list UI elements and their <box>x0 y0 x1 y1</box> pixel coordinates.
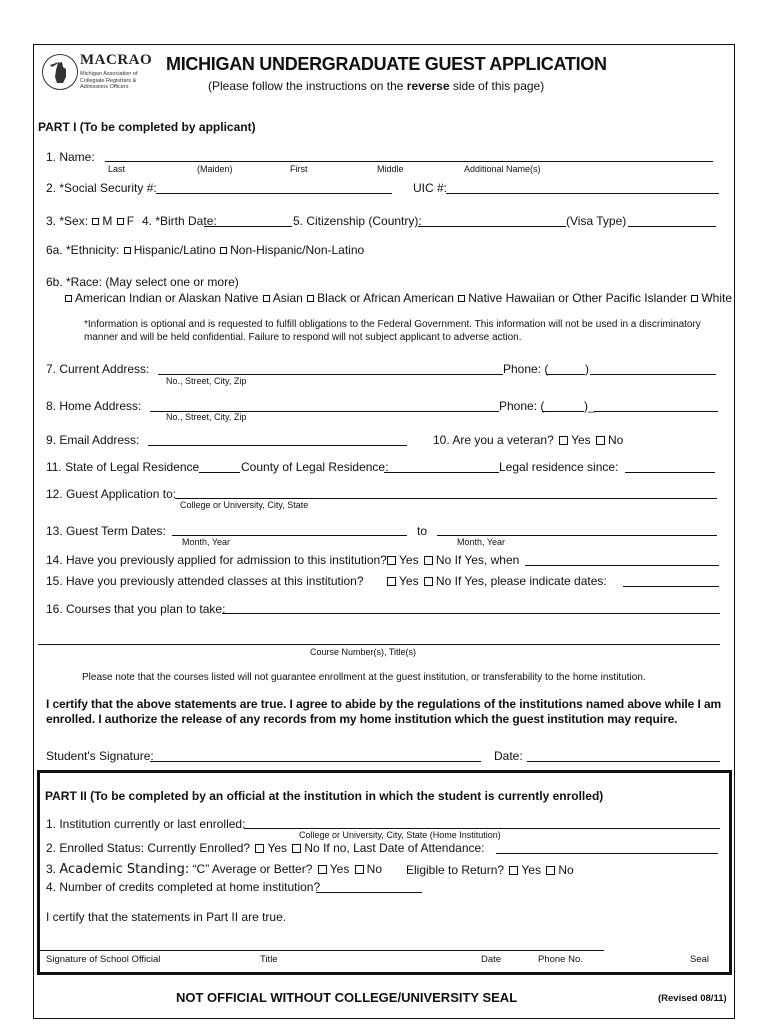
uic-label: UIC #: <box>413 181 448 195</box>
guest-application-sub: College or University, City, State <box>180 500 309 510</box>
institution-field[interactable] <box>244 828 720 829</box>
county-residence-label: County of Legal Residence: <box>241 460 389 474</box>
attended-no-checkbox[interactable] <box>424 577 433 586</box>
visa-label: (Visa Type) <box>566 214 627 228</box>
citizenship-field[interactable] <box>418 226 566 227</box>
current-address-field[interactable] <box>158 374 503 375</box>
home-phone-label: Phone: ( <box>499 399 545 413</box>
part1-heading: PART I (To be completed by applicant) <box>38 120 256 134</box>
applied-no-checkbox[interactable] <box>424 556 433 565</box>
sex-row: 3. *Sex: M F <box>46 214 135 228</box>
applied-before-label: 14. Have you previously applied for admission to this institution? <box>46 553 387 567</box>
official-date-label: Date <box>481 954 502 965</box>
standing-yes-checkbox[interactable] <box>318 865 327 874</box>
logo-subtitle: Michigan Association of Collegiate Registrars & Admissions Officers <box>80 71 138 90</box>
race-black-checkbox[interactable] <box>307 295 314 302</box>
residence-since-field[interactable] <box>625 472 715 473</box>
student-date-field[interactable] <box>527 761 720 762</box>
term-end-sub: Month, Year <box>457 537 506 547</box>
name-sub-additional: Additional Name(s) <box>464 164 541 174</box>
citizenship-label: 5. Citizenship (Country): <box>293 214 422 228</box>
current-address-sub: No., Street, City, Zip <box>166 376 247 386</box>
courses-note: Please note that the courses listed will not guarantee enrollment at the guest institution, or transferability to the home institution. <box>82 672 646 683</box>
veteran-no-checkbox[interactable] <box>596 436 605 445</box>
term-to-label: to <box>417 524 428 538</box>
applied-yes-checkbox[interactable] <box>387 556 396 565</box>
courses-sub: Course Number(s), Title(s) <box>310 647 417 657</box>
ssn-label: 2. *Social Security #: <box>46 181 157 195</box>
part2-certify: I certify that the statements in Part II are true. <box>46 910 287 924</box>
current-phone-area-field[interactable] <box>546 374 585 375</box>
race-label: 6b. *Race: (May select one or more) <box>46 275 239 289</box>
guest-application-field[interactable] <box>175 498 717 499</box>
hispanic-checkbox[interactable] <box>124 247 131 254</box>
optional-notice-line2: manner and will be held confidential. Failure to respond will not subject applicant to adverse action. <box>84 332 522 343</box>
official-title-label: Title <box>260 954 278 965</box>
institution-label: 1. Institution currently or last enrolled: <box>46 817 246 831</box>
non-hispanic-checkbox[interactable] <box>220 247 227 254</box>
enrolled-yes-checkbox[interactable] <box>255 844 264 853</box>
state-residence-label: 11. State of Legal Residence <box>46 460 200 474</box>
courses-field-2[interactable] <box>38 644 720 645</box>
applied-when-field[interactable] <box>525 565 719 566</box>
name-label: 1. Name: <box>46 150 95 164</box>
name-sub-middle: Middle <box>377 164 404 174</box>
race-options: American Indian or Alaskan Native Asian Black or African American Native Hawaiian or Other Pacific Islander White <box>64 291 732 305</box>
applied-before-options: Yes No If Yes, when <box>385 553 519 567</box>
home-phone-area-field[interactable] <box>542 411 584 412</box>
sex-m-checkbox[interactable] <box>92 218 99 225</box>
guest-term-label: 13. Guest Term Dates: <box>46 524 166 538</box>
veteran-yes-checkbox[interactable] <box>559 436 568 445</box>
current-phone-close: ) <box>585 362 589 376</box>
term-end-field[interactable] <box>437 535 717 536</box>
instructions-note: (Please follow the instructions on the reverse side of this page) <box>208 79 545 93</box>
official-signature-field[interactable] <box>38 950 604 951</box>
michigan-seal-icon <box>42 54 78 90</box>
residence-since-label: Legal residence since: <box>499 460 619 474</box>
not-official-notice: NOT OFFICIAL WITHOUT COLLEGE/UNIVERSITY SEAL <box>176 990 518 1005</box>
sex-f-checkbox[interactable] <box>117 218 124 225</box>
part2-heading: PART II (To be completed by an official at the institution in which the student is currently enrolled) <box>45 789 604 803</box>
race-white-checkbox[interactable] <box>691 295 698 302</box>
race-amerindian-checkbox[interactable] <box>65 295 72 302</box>
ethnicity-row: 6a. *Ethnicity: Hispanic/Latino Non-Hispanic/Non-Latino <box>46 243 365 257</box>
birth-date-field[interactable] <box>204 226 292 227</box>
term-start-sub: Month, Year <box>182 537 231 547</box>
logo-text: MACRAO <box>80 52 153 68</box>
name-sub-first: First <box>290 164 308 174</box>
standing-no-checkbox[interactable] <box>355 865 364 874</box>
revised-date: (Revised 08/11) <box>658 993 727 1004</box>
current-phone-label: Phone: ( <box>503 362 549 376</box>
optional-notice-line1: *Information is optional and is requested to fulfill obligations to the Federal Government. This information will not be used in a discriminatory <box>84 319 701 330</box>
home-phone-close: )_ <box>584 399 595 413</box>
birth-date-label: 4. *Birth Date: <box>142 214 217 228</box>
term-start-field[interactable] <box>172 535 407 536</box>
official-seal-label: Seal <box>690 954 710 965</box>
race-hawaiian-checkbox[interactable] <box>458 295 465 302</box>
certify-line1: I certify that the above statements are true. I agree to abide by the regulations of the institutions named above while I am <box>46 697 722 711</box>
courses-field-1[interactable] <box>222 613 720 614</box>
eligible-yes-checkbox[interactable] <box>509 866 518 875</box>
last-attendance-field[interactable] <box>496 853 718 854</box>
student-date-label: Date: <box>494 749 523 763</box>
email-field[interactable] <box>148 445 407 446</box>
email-label: 9. Email Address: <box>46 433 140 447</box>
academic-standing-row: 3. Academic Standing: “C” Average or Better? Yes No <box>46 862 383 877</box>
enrolled-status-row: 2. Enrolled Status: Currently Enrolled? Yes No If no, Last Date of Attendance: <box>46 841 485 855</box>
official-signature-label: Signature of School Official <box>46 954 161 965</box>
name-field[interactable] <box>105 161 713 162</box>
state-residence-field[interactable] <box>199 472 240 473</box>
veteran-row: 10. Are you a veteran? Yes No <box>433 433 624 447</box>
uic-field[interactable] <box>446 193 719 194</box>
race-asian-checkbox[interactable] <box>263 295 270 302</box>
attended-yes-checkbox[interactable] <box>387 577 396 586</box>
current-address-label: 7. Current Address: <box>46 362 150 376</box>
attended-dates-field[interactable] <box>623 586 719 587</box>
attended-before-label: 15. Have you previously attended classes at this institution? <box>46 574 364 588</box>
enrolled-no-checkbox[interactable] <box>292 844 301 853</box>
county-residence-field[interactable] <box>384 472 499 473</box>
name-sub-maiden: (Maiden) <box>197 164 233 174</box>
credits-field[interactable] <box>316 892 422 893</box>
courses-label: 16. Courses that you plan to take: <box>46 602 226 616</box>
current-phone-field[interactable] <box>590 374 716 375</box>
institution-sub: College or University, City, State (Home Institution) <box>299 830 501 840</box>
home-phone-field[interactable] <box>594 411 718 412</box>
credits-label: 4. Number of credits completed at home institution? <box>46 880 321 894</box>
guest-application-label: 12. Guest Application to: <box>46 487 177 501</box>
eligible-no-checkbox[interactable] <box>546 866 555 875</box>
official-phone-label: Phone No. <box>538 954 583 965</box>
home-address-label: 8. Home Address: <box>46 399 142 413</box>
ssn-field[interactable] <box>156 193 392 194</box>
home-address-sub: No., Street, City, Zip <box>166 412 247 422</box>
name-sub-last: Last <box>108 164 126 174</box>
student-signature-label: Student's Signature: <box>46 749 154 763</box>
eligible-row: Eligible to Return? Yes No <box>406 863 574 877</box>
page-title: MICHIGAN UNDERGRADUATE GUEST APPLICATION <box>166 54 607 74</box>
attended-before-options: Yes No If Yes, please indicate dates: <box>385 574 607 588</box>
visa-field[interactable] <box>628 226 716 227</box>
macrao-logo <box>42 52 152 96</box>
certify-line2: enrolled. I authorize the release of any records from my home institution which the guest institution may require. <box>46 712 678 726</box>
student-signature-field[interactable] <box>150 761 481 762</box>
